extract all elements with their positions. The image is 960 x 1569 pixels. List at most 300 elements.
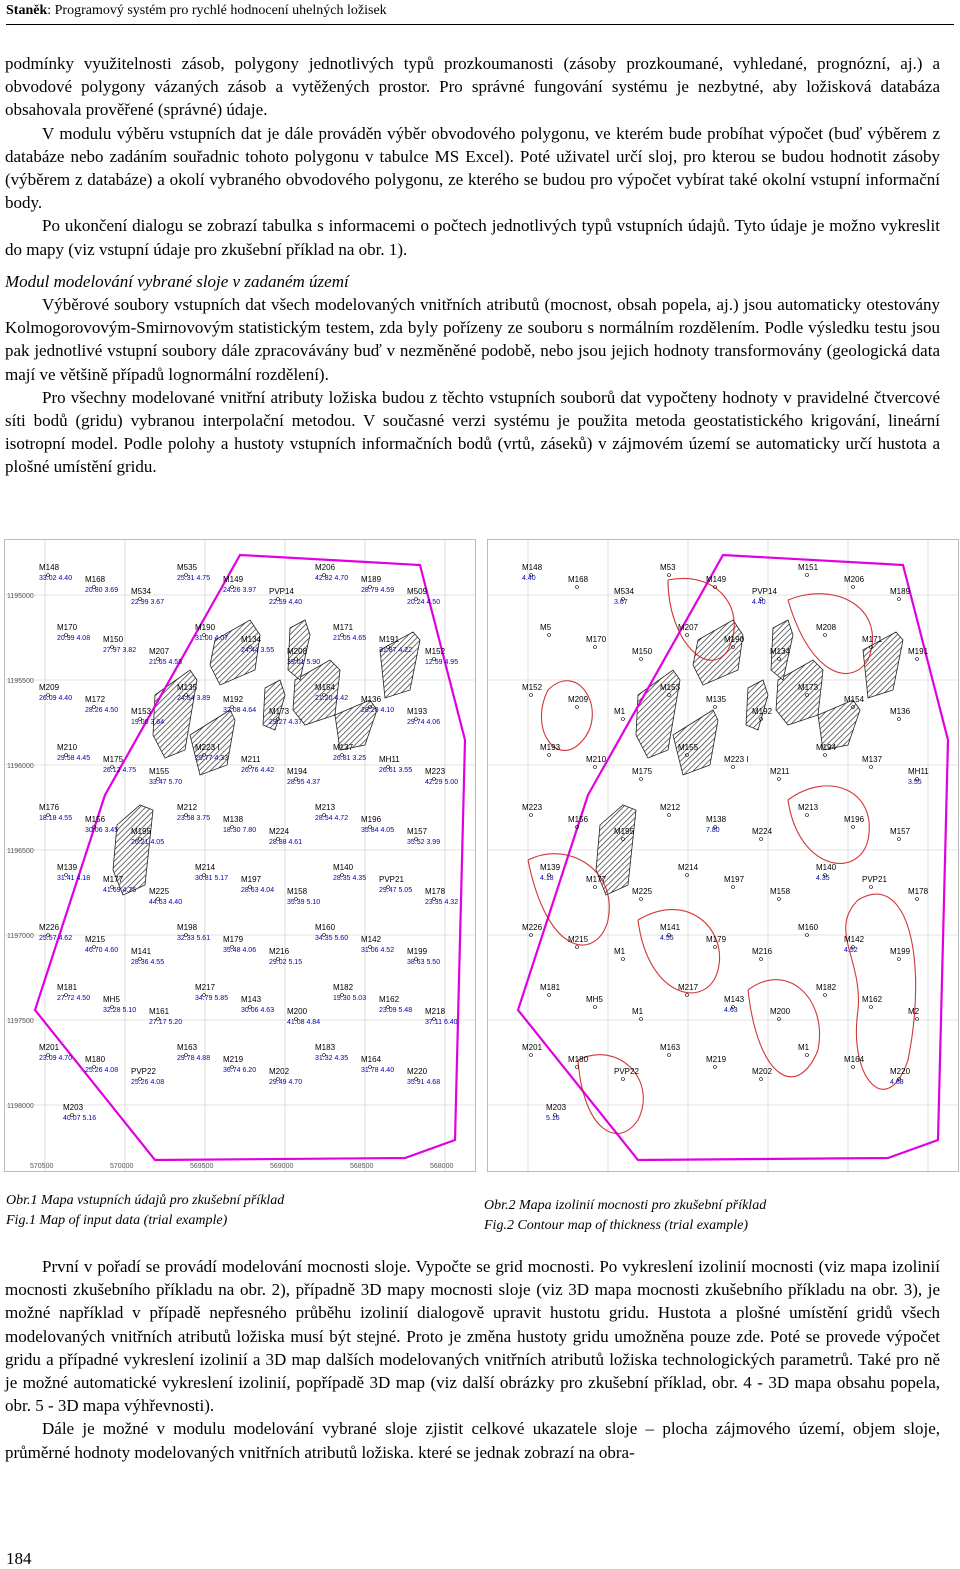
fig2-borehole — [908, 887, 929, 901]
fig1-borehole — [85, 695, 118, 714]
fig2-borehole — [632, 647, 653, 661]
fig1-borehole-name: M215 — [85, 935, 106, 944]
fig2-borehole-name: M203 — [546, 1103, 567, 1112]
fig1-borehole-value: 31.06 4.52 — [361, 947, 395, 954]
fig2-borehole-name: M224 — [752, 827, 773, 836]
fig2-borehole-value: 4.55 — [660, 935, 674, 942]
fig1-borehole-value: 24.54 3.89 — [177, 695, 211, 702]
fig2-borehole-name: PVP14 — [752, 587, 777, 596]
fig1-borehole — [407, 947, 440, 966]
fig1-borehole-name: M152 — [425, 647, 446, 656]
fig1-borehole-value: 26.76 4.42 — [241, 767, 275, 774]
fig2-borehole-name: M200 — [770, 1007, 791, 1016]
fig2-borehole-name: M534 — [614, 587, 635, 596]
fig2-borehole-marker — [824, 754, 827, 757]
fig1-borehole-value: 31.78 4.40 — [361, 1067, 395, 1074]
fig1-borehole — [223, 575, 256, 594]
fig1-borehole-value: 26.09 4.40 — [39, 695, 73, 702]
fig2-borehole — [816, 863, 837, 882]
fig1-borehole-name: M180 — [85, 1055, 106, 1064]
fig1-borehole-value: 24.26 3.97 — [223, 587, 257, 594]
fig1-borehole-value: 33.47 5.70 — [149, 779, 183, 786]
fig2-borehole-name: M154 — [844, 695, 865, 704]
fig2-borehole-marker — [870, 886, 873, 889]
fig1-borehole-value: 25.57 4.62 — [39, 935, 73, 942]
fig2-borehole-name: M149 — [706, 575, 727, 584]
fig1-borehole-name: M160 — [315, 923, 336, 932]
fig2-borehole-name: M155 — [678, 743, 699, 752]
fig2-borehole-marker — [548, 634, 551, 637]
fig1-borehole-value: 35.91 4.68 — [407, 1079, 441, 1086]
fig2-borehole — [614, 707, 626, 721]
fig2-borehole-name: M164 — [844, 1055, 865, 1064]
fig1-borehole-value: 28.20 4.10 — [361, 707, 395, 714]
fig2-borehole — [614, 1067, 639, 1081]
fig1-borehole-name: M163 — [177, 1043, 198, 1052]
fig2-borehole-value: 4.52 — [844, 947, 858, 954]
fig2-borehole-name: M192 — [752, 707, 773, 716]
fig2-borehole-name: M199 — [890, 947, 911, 956]
fig2-borehole-name: M53 — [660, 563, 676, 572]
fig1-borehole — [85, 1055, 118, 1074]
fig2-borehole — [798, 1043, 810, 1057]
fig1-borehole-value: 28.54 4.72 — [315, 815, 349, 822]
fig1-ytick-label: 1197500 — [7, 1018, 34, 1025]
fig2-isoline — [788, 786, 869, 863]
fig2-borehole-value: 4.40 — [522, 575, 536, 582]
fig1-borehole — [195, 623, 228, 642]
fig2-borehole-name: M194 — [816, 743, 837, 752]
fig1-borehole-name: M142 — [361, 935, 382, 944]
fig1-borehole-value: 28.26 4.50 — [85, 707, 119, 714]
fig1-borehole-name: M210 — [57, 743, 78, 752]
fig2-borehole-marker — [852, 826, 855, 829]
fig1-borehole-name: M189 — [361, 575, 382, 584]
fig2-borehole-name: M201 — [522, 1043, 543, 1052]
fig1-borehole-name: M183 — [315, 1043, 336, 1052]
fig1-borehole-value: 30.06 4.63 — [241, 1007, 275, 1014]
fig2-borehole — [568, 815, 589, 829]
fig1-borehole-name: M206 — [315, 563, 336, 572]
fig1-borehole — [223, 935, 256, 954]
fig1-borehole — [149, 1007, 182, 1026]
fig1-borehole — [63, 1103, 96, 1122]
fig1-borehole-value: 29.49 4.70 — [269, 1079, 303, 1086]
fig2-borehole-name: M170 — [586, 635, 607, 644]
fig2-borehole-value: 5.16 — [546, 1115, 560, 1122]
fig2-borehole-name: M175 — [632, 767, 653, 776]
fig2-borehole-name: M1 — [614, 707, 626, 716]
fig2-borehole-marker — [714, 706, 717, 709]
fig1-borehole-value: 28.63 4.04 — [241, 887, 275, 894]
fig1-xtick-label: 568500 — [350, 1163, 374, 1170]
fig1-borehole — [57, 863, 90, 882]
fig1-borehole-name: M194 — [287, 767, 308, 776]
fig1-borehole-name: M193 — [407, 707, 428, 716]
fig2-borehole-name: M141 — [660, 923, 681, 932]
fig2-mined-area — [746, 680, 768, 730]
fig2-borehole-name: M142 — [844, 935, 865, 944]
fig2-borehole-name: M135 — [706, 695, 727, 704]
fig1-borehole — [361, 1055, 394, 1074]
paragraph-5: Pro všechny modelované vnitřní atributy ložiska budou z těchto vstupních souborů dat vypočteny hodnoty v pravidelné čtvercové síti bodů (gridu) vybranou interpolační metodou. V současné verzi systému je použita metoda geostatistického krigování, lineární isotropní model. Podle polohy a hustoty vstupních informačních bodů (vrtů, záseků) v zájmovém území se automaticky určí hustota a plošné umístění gridu. — [5, 387, 940, 477]
fig1-borehole-value: 35.39 5.10 — [287, 899, 321, 906]
fig1-borehole — [85, 575, 118, 594]
fig2-borehole-name: M223 I — [724, 755, 749, 764]
fig1-borehole-name: M191 — [379, 635, 400, 644]
fig2-borehole-name: M216 — [752, 947, 773, 956]
fig2-borehole-name: M220 — [890, 1067, 911, 1076]
fig1-borehole-value: 25.26 4.08 — [85, 1067, 119, 1074]
fig2-borehole-name: M181 — [540, 983, 561, 992]
fig1-borehole — [287, 767, 320, 786]
fig2-borehole-name: M156 — [568, 815, 589, 824]
fig1-borehole-value: 21.20 4.42 — [315, 695, 349, 702]
fig1-borehole-name: M177 — [103, 875, 124, 884]
fig2-borehole — [632, 1007, 644, 1021]
fig2-borehole-name: M5 — [540, 623, 552, 632]
fig2-borehole-name: M208 — [816, 623, 837, 632]
fig2-borehole-name: MH11 — [908, 767, 929, 776]
fig1-borehole-value: 37.11 6.40 — [425, 1019, 458, 1026]
fig2-borehole-marker — [594, 886, 597, 889]
fig1-borehole-name: PVP22 — [131, 1067, 156, 1076]
fig1-borehole-name: M199 — [407, 947, 428, 956]
fig1-borehole-value: 20.99 4.08 — [57, 635, 91, 642]
fig2-borehole-marker — [640, 658, 643, 661]
fig2-borehole — [522, 683, 543, 697]
fig2-borehole-name: M158 — [770, 887, 791, 896]
fig1-borehole-value: 21.05 4.65 — [333, 635, 367, 642]
fig1-borehole — [379, 995, 412, 1014]
fig2-borehole — [660, 923, 681, 942]
fig1-borehole-name: M170 — [57, 623, 78, 632]
fig1-borehole — [241, 995, 274, 1014]
fig2-borehole — [660, 1043, 681, 1057]
fig1-borehole-name: M202 — [269, 1067, 290, 1076]
fig1-borehole-name: M203 — [63, 1103, 84, 1112]
fig1-borehole-name: M135 — [177, 683, 198, 692]
fig2-borehole-name: M134 — [770, 647, 791, 656]
fig2-borehole-marker — [916, 658, 919, 661]
fig2-borehole — [770, 767, 790, 781]
fig1-borehole-value: 26.81 3.25 — [333, 755, 367, 762]
fig1-borehole — [407, 827, 440, 846]
fig1-borehole-name: M164 — [361, 1055, 382, 1064]
fig1-borehole — [315, 923, 348, 942]
fig2-borehole-name: M150 — [632, 647, 653, 656]
fig2-borehole — [890, 827, 911, 841]
fig1-borehole-value: 36.74 6.20 — [223, 1067, 257, 1074]
fig1-borehole-value: 26.61 3.55 — [379, 767, 413, 774]
fig1-ytick-label: 1195000 — [7, 593, 34, 600]
fig1-borehole-name: M198 — [177, 923, 198, 932]
fig1-borehole — [287, 1007, 320, 1026]
fig1-borehole-name: M153 — [131, 707, 152, 716]
fig2-borehole-marker — [530, 694, 533, 697]
fig1-borehole — [407, 707, 440, 726]
fig1-borehole-value: 29.02 5.15 — [269, 959, 303, 966]
fig2-borehole-marker — [760, 838, 763, 841]
fig1-borehole-value: 28.36 4.55 — [131, 959, 165, 966]
fig2-borehole-name: M1 — [632, 1007, 644, 1016]
fig1-borehole-value: 28.88 4.61 — [269, 839, 303, 846]
fig1-borehole-value: 19.00 3.64 — [131, 719, 165, 726]
fig1-borehole — [57, 983, 90, 1002]
fig1-xtick-label: 569000 — [270, 1163, 294, 1170]
fig2-borehole — [908, 647, 929, 661]
fig1-borehole — [149, 647, 182, 666]
fig1-borehole-value: 18.18 4.55 — [39, 815, 73, 822]
fig2-borehole-name: M1 — [798, 1043, 810, 1052]
fig2-borehole — [632, 767, 653, 781]
fig1-borehole — [57, 743, 90, 762]
fig1-borehole-value: 29.58 4.45 — [57, 755, 91, 762]
fig2-borehole-marker — [714, 946, 717, 949]
figure-1-caption-cz: Obr.1 Mapa vstupních údajů pro zkušební příklad — [6, 1193, 285, 1208]
fig2-borehole-name: M209 — [568, 695, 589, 704]
fig1-borehole-value: 25.26 4.08 — [131, 1079, 165, 1086]
fig2-borehole-name: M215 — [568, 935, 589, 944]
fig1-borehole-name: M192 — [223, 695, 244, 704]
fig1-borehole — [241, 875, 274, 894]
fig2-borehole-name: M202 — [752, 1067, 773, 1076]
fig1-borehole — [131, 587, 164, 606]
fig2-borehole — [706, 575, 727, 589]
fig2-borehole-marker — [898, 598, 901, 601]
fig2-borehole-name: M152 — [522, 683, 543, 692]
fig1-borehole — [131, 947, 164, 966]
fig1-borehole-name: M155 — [149, 767, 170, 776]
figure-2-contour-map — [487, 539, 959, 1172]
fig2-borehole — [798, 923, 819, 937]
fig1-borehole — [333, 863, 366, 882]
header-author: Staněk — [6, 3, 48, 18]
figure-2-caption-en: Fig.2 Contour map of thickness (trial example) — [484, 1218, 749, 1233]
fig1-borehole-name: M535 — [177, 563, 198, 572]
fig2-borehole-value: 4.68 — [890, 1079, 904, 1086]
fig2-borehole-name: M197 — [724, 875, 745, 884]
fig1-borehole-value: 27.72 4.50 — [57, 995, 91, 1002]
fig1-borehole-name: M214 — [195, 863, 216, 872]
section-title: Modul modelování vybrané sloje v zadaném území — [5, 271, 349, 291]
fig2-isoline — [748, 980, 820, 1077]
fig2-borehole-name: M212 — [660, 803, 681, 812]
fig2-borehole-marker — [530, 1054, 533, 1057]
fig1-borehole-value: 26.12 4.75 — [103, 767, 137, 774]
fig1-borehole-name: M141 — [131, 947, 152, 956]
fig2-borehole-value: 4.18 — [540, 875, 554, 882]
fig2-borehole-marker — [576, 586, 579, 589]
fig2-borehole — [522, 563, 543, 582]
fig2-borehole-value: 4.40 — [752, 599, 766, 606]
fig2-borehole-marker — [668, 814, 671, 817]
fig1-borehole-name: M178 — [425, 887, 446, 896]
fig1-borehole-name: M143 — [241, 995, 262, 1004]
fig1-borehole — [333, 623, 366, 642]
fig1-ytick-label: 1198000 — [7, 1103, 34, 1110]
fig2-borehole — [678, 983, 699, 997]
fig2-borehole — [724, 995, 745, 1014]
fig2-borehole — [724, 755, 748, 769]
fig1-borehole-value: 31.00 4.07 — [195, 635, 229, 642]
fig1-borehole-value: 29.27 4.37 — [269, 719, 303, 726]
fig2-borehole — [770, 1007, 791, 1021]
fig1-borehole-name: M168 — [85, 575, 106, 584]
fig1-borehole-name: M156 — [85, 815, 106, 824]
fig1-borehole-value: 30.06 3.45 — [85, 827, 119, 834]
fig2-borehole-name: M182 — [816, 983, 837, 992]
fig1-borehole-name: M150 — [103, 635, 124, 644]
fig2-borehole — [660, 563, 676, 577]
fig2-borehole-name: M195 — [614, 827, 635, 836]
fig2-borehole-marker — [852, 1066, 855, 1069]
fig1-borehole-name: PVP14 — [269, 587, 294, 596]
fig1-borehole-name: M179 — [223, 935, 244, 944]
fig2-borehole-marker — [824, 994, 827, 997]
fig1-borehole-value: 28.35 4.35 — [333, 875, 367, 882]
fig1-borehole-value: 20.24 4.50 — [407, 599, 441, 606]
fig1-borehole-name: M212 — [177, 803, 198, 812]
fig2-borehole — [568, 695, 589, 709]
fig1-borehole-name: M182 — [333, 983, 354, 992]
fig1-borehole-name: M208 — [287, 647, 308, 656]
fig1-borehole — [223, 695, 256, 714]
fig2-borehole — [706, 935, 727, 949]
body-text-bottom — [5, 1255, 940, 1464]
fig2-borehole-name: M140 — [816, 863, 837, 872]
fig2-borehole-value: 7.80 — [706, 827, 720, 834]
fig2-borehole-value: 4.63 — [724, 1007, 738, 1014]
fig1-borehole-name: M534 — [131, 587, 152, 596]
fig2-borehole — [568, 1055, 589, 1069]
fig1-borehole-value: 39.01 5.90 — [287, 659, 321, 666]
fig2-borehole-name: M179 — [706, 935, 727, 944]
fig2-borehole-marker — [806, 1054, 809, 1057]
fig2-borehole-name: M139 — [540, 863, 561, 872]
fig1-borehole-value: 29.77 4.33 — [195, 755, 229, 762]
fig2-borehole — [540, 743, 561, 757]
fig2-borehole-marker — [622, 1078, 625, 1081]
fig1-ytick-label: 1196500 — [7, 848, 34, 855]
fig1-borehole-name: M196 — [361, 815, 382, 824]
fig1-borehole — [287, 887, 320, 906]
fig2-borehole-value: 3.55 — [908, 779, 922, 786]
fig2-borehole — [568, 935, 589, 949]
fig2-borehole-value: 4.35 — [816, 875, 830, 882]
fig1-borehole-name: M134 — [241, 635, 262, 644]
fig2-borehole-name: M136 — [890, 707, 911, 716]
fig2-borehole — [816, 623, 837, 637]
fig2-borehole — [522, 1043, 543, 1057]
fig1-borehole — [407, 1067, 440, 1086]
fig2-borehole-name: M196 — [844, 815, 865, 824]
fig2-borehole — [706, 1055, 727, 1069]
fig1-borehole — [223, 815, 256, 834]
fig2-borehole-marker — [714, 1066, 717, 1069]
fig2-borehole-marker — [640, 898, 643, 901]
fig1-xtick-label: 569500 — [190, 1163, 214, 1170]
fig2-borehole-marker — [916, 898, 919, 901]
fig2-borehole-name: M206 — [844, 575, 865, 584]
fig2-isoline — [788, 594, 873, 674]
fig2-borehole-name: M143 — [724, 995, 745, 1004]
fig2-borehole — [890, 587, 911, 601]
figure-1-svg — [5, 540, 475, 1171]
fig1-ytick-label: 1195500 — [7, 678, 34, 685]
fig2-borehole-marker — [760, 1078, 763, 1081]
fig1-ytick-label: 1196000 — [7, 763, 34, 770]
paragraph-4: Výběrové soubory vstupních dat všech modelovaných vnitřních atributů (mocnost, obsah popela, aj.) jsou automaticky otestovány Kolmogorovovým-Smirnovovým statistickým testem, zda byly pořízeny ze souboru s normálním rozdělením. Podle výsledku testu jsou pak jednotlivé vstupní soubory dále zpracovávány buď v nezměněné podobě, nebo jsou jejich hodnoty transformovány (geologická data mají ve většině případů lognormální rozdělení). — [5, 295, 940, 384]
fig2-borehole — [908, 767, 929, 786]
fig2-borehole-marker — [870, 766, 873, 769]
figure-1-caption-en: Fig.1 Map of input data (trial example) — [6, 1213, 228, 1228]
header-title: : Programový systém pro rychlé hodnocení uhelných ložisek — [47, 3, 387, 18]
fig2-borehole — [540, 983, 561, 997]
figure-2-svg — [488, 540, 958, 1171]
fig1-borehole-name: M225 — [149, 887, 170, 896]
fig2-borehole — [770, 887, 791, 901]
fig2-borehole-marker — [870, 1006, 873, 1009]
fig1-borehole-name: M176 — [39, 803, 60, 812]
fig2-borehole-name: M171 — [862, 635, 883, 644]
fig2-mined-area — [693, 620, 743, 685]
fig1-borehole — [195, 983, 228, 1002]
fig2-borehole-marker — [824, 634, 827, 637]
fig1-borehole-name: M211 — [241, 755, 261, 764]
fig2-borehole-name: M219 — [706, 1055, 727, 1064]
fig2-borehole-name: M193 — [540, 743, 561, 752]
fig1-borehole-value: 41.69 4.75 — [103, 887, 137, 894]
fig2-borehole-name: MH5 — [586, 995, 603, 1004]
fig2-borehole — [798, 803, 819, 817]
fig2-borehole-marker — [668, 574, 671, 577]
fig1-borehole-value: 31.32 4.35 — [315, 1055, 349, 1062]
fig1-borehole — [39, 683, 72, 702]
fig2-borehole — [614, 587, 635, 606]
fig2-borehole-name: M168 — [568, 575, 589, 584]
fig1-borehole — [361, 815, 394, 834]
fig1-borehole — [269, 827, 302, 846]
fig2-borehole-name: M211 — [770, 767, 790, 776]
fig1-borehole-value: 20.80 3.69 — [85, 587, 119, 594]
fig1-borehole-value: 26.21 4.05 — [131, 839, 165, 846]
fig1-borehole — [425, 1007, 458, 1026]
fig2-borehole — [632, 887, 653, 901]
fig1-borehole — [315, 803, 348, 822]
fig2-borehole-name: M157 — [890, 827, 911, 836]
fig1-borehole-name: MH11 — [379, 755, 400, 764]
fig1-borehole-value: 23.58 3.75 — [177, 815, 211, 822]
fig1-borehole-value: 21.65 4.58 — [149, 659, 183, 666]
fig1-borehole — [269, 947, 302, 966]
page-number: 184 — [6, 1549, 32, 1568]
fig2-borehole-name: M178 — [908, 887, 929, 896]
fig2-borehole — [844, 575, 865, 589]
fig1-borehole-value: 24.44 3.55 — [241, 647, 275, 654]
fig1-borehole-value: 34.35 5.60 — [315, 935, 349, 942]
fig2-borehole-name: M214 — [678, 863, 699, 872]
fig1-borehole-value: 27.17 5.20 — [149, 1019, 183, 1026]
fig2-borehole-marker — [594, 766, 597, 769]
fig2-borehole-marker — [576, 1066, 579, 1069]
fig1-borehole — [407, 587, 440, 606]
fig1-borehole-value: 42.29 5.00 — [425, 779, 459, 786]
fig2-borehole-marker — [806, 574, 809, 577]
fig1-borehole-value: 33.02 4.40 — [39, 575, 73, 582]
fig2-borehole-marker — [548, 754, 551, 757]
fig1-borehole-value: 28.95 4.37 — [287, 779, 321, 786]
